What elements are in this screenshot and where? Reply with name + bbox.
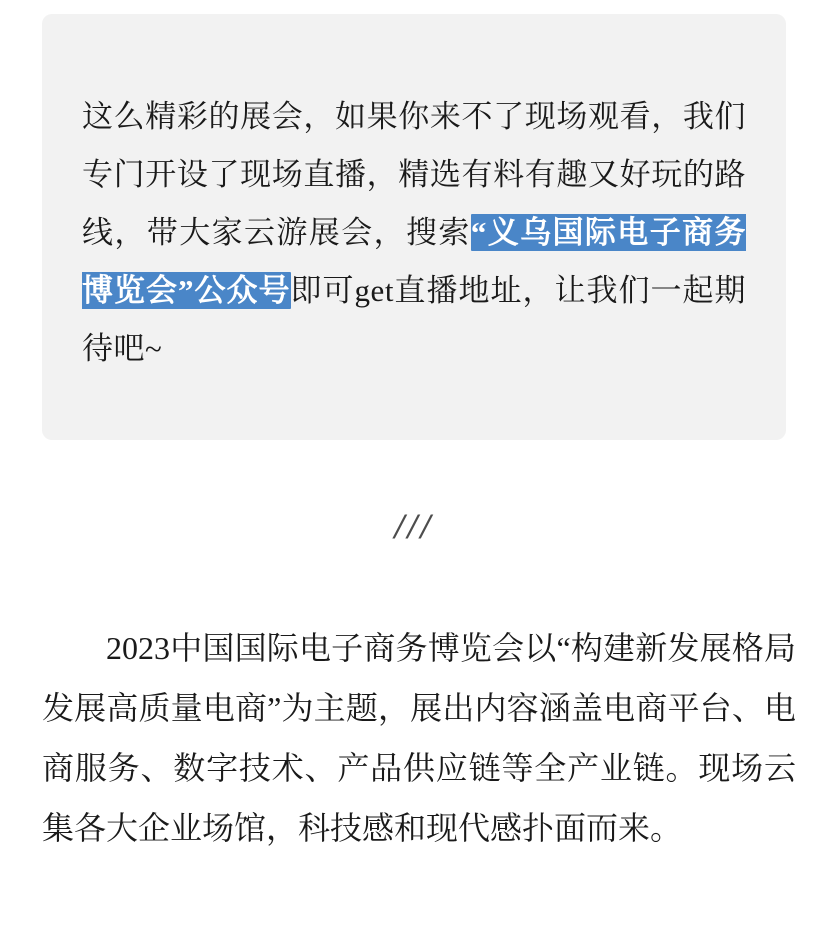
quote-callout-card [42,14,786,440]
section-divider: /// [394,506,434,546]
callout-paragraph [82,88,746,378]
callout-text-tail: 即可get直播地址，让我们一起期待吧~ [82,273,746,366]
body-section [42,618,796,858]
highlighted-account-name[interactable]: “义乌国际电子商务博览会”公众号 [82,215,747,308]
callout-text-lead: 这么精彩的展会，如果你来不了现场观看，我们专门开设了现场直播，精选有料有趣又好玩的路线，带大家云游展会，搜索 [82,99,746,250]
body-paragraph: 2023中国国际电子商务博览会以“构建新发展格局 发展高质量电商”为主题，展出内容涵盖电商平台、电商服务、数字技术、产品供应链等全产业链。现场云集各大企业场馆，科技感和现代感扑面而来。 [42,630,796,846]
